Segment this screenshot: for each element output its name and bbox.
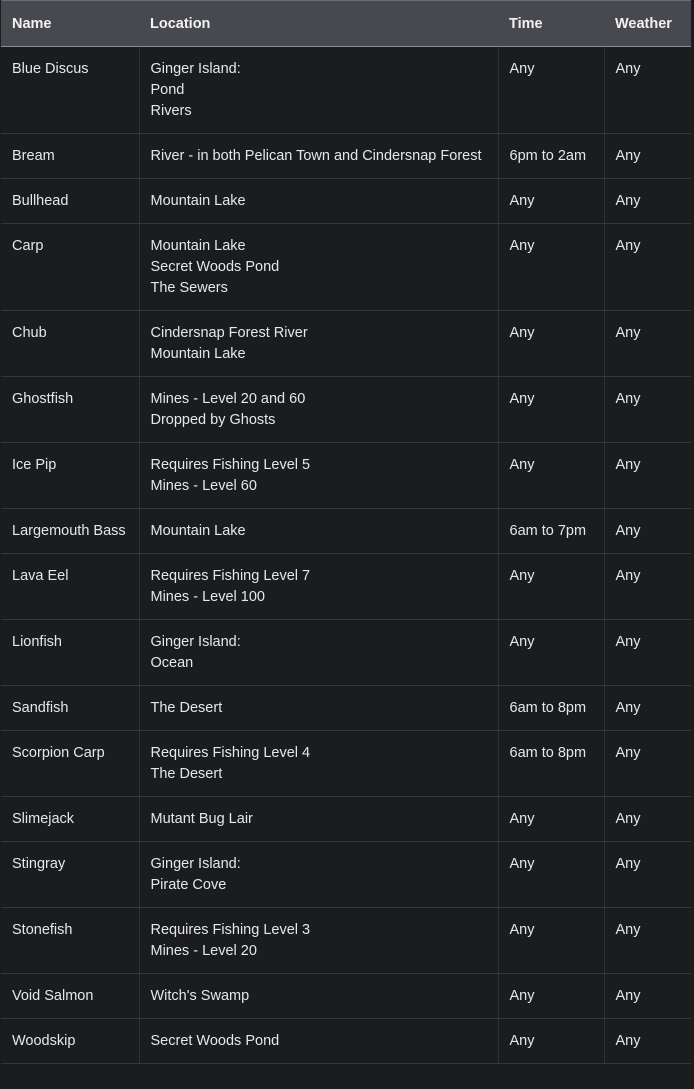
fish-name-cell: Stonefish: [1, 908, 139, 974]
location-line: Mutant Bug Lair: [150, 811, 253, 827]
header-time[interactable]: Time: [498, 1, 604, 47]
location-line: Rivers: [150, 103, 192, 119]
fish-weather-cell: Any: [604, 179, 691, 224]
location-line: Mines - Level 20: [150, 943, 257, 959]
fish-location-cell: [139, 179, 498, 224]
table-row: [1, 1019, 691, 1064]
fish-time-cell: Any: [498, 842, 604, 908]
fish-weather-cell: Any: [604, 554, 691, 620]
fish-weather-cell: Any: [604, 797, 691, 842]
fish-location-cell: [139, 134, 498, 179]
fish-name-cell: Bullhead: [1, 179, 139, 224]
fish-weather-cell: Any: [604, 731, 691, 797]
fish-name-cell: Ghostfish: [1, 377, 139, 443]
fish-location-cell: [139, 47, 498, 134]
fish-location-cell: [139, 443, 498, 509]
fish-location-cell: [139, 686, 498, 731]
fish-name-cell: Ice Pip: [1, 443, 139, 509]
location-line: Ginger Island:: [150, 856, 241, 872]
fish-location-cell: [139, 224, 498, 311]
fish-time-cell: Any: [498, 554, 604, 620]
table-row: [1, 842, 691, 908]
fish-weather-cell: Any: [604, 377, 691, 443]
table-row: [1, 797, 691, 842]
table-row: [1, 908, 691, 974]
fish-time-cell: Any: [498, 797, 604, 842]
header-weather[interactable]: Weather: [604, 1, 691, 47]
table-row: [1, 224, 691, 311]
location-line: Pirate Cove: [150, 877, 227, 893]
fish-weather-cell: Any: [604, 47, 691, 134]
table-header: [1, 1, 691, 47]
location-line: Mountain Lake: [150, 193, 246, 209]
fish-weather-cell: Any: [604, 620, 691, 686]
table-body: [1, 47, 691, 1064]
fish-time-cell: Any: [498, 620, 604, 686]
fish-name-cell: Largemouth Bass: [1, 509, 139, 554]
fish-time-cell: 6am to 8pm: [498, 686, 604, 731]
location-line: Mountain Lake: [150, 523, 246, 539]
header-name[interactable]: Name: [1, 1, 139, 47]
fish-time-cell: Any: [498, 974, 604, 1019]
fish-weather-cell: Any: [604, 974, 691, 1019]
fish-weather-cell: Any: [604, 509, 691, 554]
location-line: Mines - Level 60: [150, 478, 257, 494]
fish-weather-cell: Any: [604, 443, 691, 509]
table-row: [1, 686, 691, 731]
fish-location-cell: [139, 620, 498, 686]
fish-time-cell: Any: [498, 908, 604, 974]
fish-location-cell: [139, 797, 498, 842]
fish-time-cell: Any: [498, 224, 604, 311]
location-line: Ocean: [150, 655, 194, 671]
fish-name-cell: Woodskip: [1, 1019, 139, 1064]
fish-location-cell: [139, 1019, 498, 1064]
location-line: The Desert: [150, 766, 223, 782]
header-row: [1, 1, 691, 47]
location-line: Requires Fishing Level 4: [150, 745, 311, 761]
table-row: [1, 179, 691, 224]
fish-name-cell: Slimejack: [1, 797, 139, 842]
fish-time-cell: Any: [498, 443, 604, 509]
fish-location-cell: [139, 554, 498, 620]
fish-time-cell: 6am to 8pm: [498, 731, 604, 797]
table-row: [1, 620, 691, 686]
header-location[interactable]: Location: [139, 1, 498, 47]
fish-name-cell: Lava Eel: [1, 554, 139, 620]
fish-weather-cell: Any: [604, 1019, 691, 1064]
fish-name-cell: Void Salmon: [1, 974, 139, 1019]
fish-table: [1, 0, 691, 1064]
fish-location-cell: [139, 842, 498, 908]
fish-time-cell: 6am to 7pm: [498, 509, 604, 554]
fish-location-cell: [139, 311, 498, 377]
location-line: Ginger Island:: [150, 634, 241, 650]
fish-weather-cell: Any: [604, 311, 691, 377]
fish-name-cell: Blue Discus: [1, 47, 139, 134]
fish-weather-cell: Any: [604, 842, 691, 908]
table-row: [1, 311, 691, 377]
location-line: Mountain Lake: [150, 346, 246, 362]
fish-weather-cell: Any: [604, 134, 691, 179]
location-line: Requires Fishing Level 5: [150, 457, 311, 473]
location-line: The Sewers: [150, 280, 228, 296]
fish-time-cell: Any: [498, 1019, 604, 1064]
location-line: Mines - Level 20 and 60: [150, 391, 306, 407]
location-line: Mines - Level 100: [150, 589, 265, 605]
location-line: Dropped by Ghosts: [150, 412, 276, 428]
fish-name-cell: Stingray: [1, 842, 139, 908]
location-line: Mountain Lake: [150, 238, 246, 254]
fish-name-cell: Carp: [1, 224, 139, 311]
fish-weather-cell: Any: [604, 686, 691, 731]
location-line: Ginger Island:: [150, 61, 241, 77]
table-row: [1, 554, 691, 620]
fish-name-cell: Scorpion Carp: [1, 731, 139, 797]
fish-weather-cell: Any: [604, 908, 691, 974]
location-line: Secret Woods Pond: [150, 259, 280, 275]
location-line: Pond: [150, 82, 185, 98]
fish-time-cell: 6pm to 2am: [498, 134, 604, 179]
fish-time-cell: Any: [498, 47, 604, 134]
fish-time-cell: Any: [498, 179, 604, 224]
table-row: [1, 731, 691, 797]
table-row: [1, 47, 691, 134]
fish-time-cell: Any: [498, 311, 604, 377]
fish-location-cell: [139, 974, 498, 1019]
fish-location-cell: [139, 908, 498, 974]
table-row: [1, 134, 691, 179]
fish-weather-cell: Any: [604, 224, 691, 311]
location-line: The Desert: [150, 700, 223, 716]
location-line: Cindersnap Forest River: [150, 325, 308, 341]
fish-location-cell: [139, 509, 498, 554]
table-row: [1, 377, 691, 443]
fish-name-cell: Lionfish: [1, 620, 139, 686]
table-row: [1, 509, 691, 554]
fish-location-cell: [139, 377, 498, 443]
fish-name-cell: Sandfish: [1, 686, 139, 731]
fish-time-cell: Any: [498, 377, 604, 443]
location-line: Requires Fishing Level 3: [150, 922, 311, 938]
fish-name-cell: Chub: [1, 311, 139, 377]
fish-name-cell: Bream: [1, 134, 139, 179]
table-row: [1, 443, 691, 509]
location-line: Secret Woods Pond: [150, 1033, 280, 1049]
table-row: [1, 974, 691, 1019]
location-line: River - in both Pelican Town and Cindersnap Forest: [150, 148, 482, 164]
location-line: Requires Fishing Level 7: [150, 568, 311, 584]
location-line: Witch's Swamp: [150, 988, 250, 1004]
fish-location-cell: [139, 731, 498, 797]
